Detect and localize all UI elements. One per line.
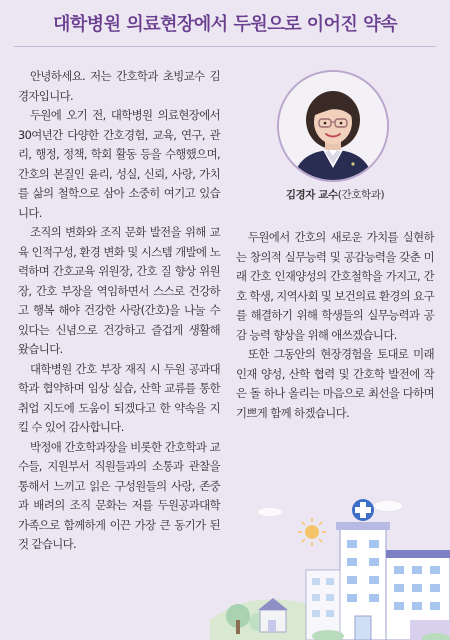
article-title: 대학병원 의료현장에서 두원으로 이어진 약속	[53, 14, 397, 35]
professor-department: (간호학과)	[337, 189, 385, 201]
right-column	[236, 228, 434, 423]
title-divider	[14, 46, 436, 47]
professor-name: 김경자 교수	[285, 189, 338, 201]
paragraph: 대학병원 간호 부장 재직 시 두원 공과대학과 협약하며 임상 실습, 산학 교류를 통한 취업 지도에 도움이 되겠다고 한 약속을 지킬 수 있어 감사합니다.	[18, 361, 220, 434]
paragraph: 또한 그동안의 현장경험을 토대로 미래인재 양성, 산학 협력 및 간호학 발전에 작은 돌 하나 올리는 마음으로 최선을 다하며 기쁘게 함께 하겠습니다.	[236, 347, 434, 420]
professor-portrait-icon	[279, 72, 387, 180]
paragraph: 안녕하세요. 저는 간호학과 초빙교수 김경자입니다.	[18, 69, 220, 103]
paragraph: 박정애 간호학과장을 비롯한 간호학과 교수들, 지원부서 직원들과의 소통과 관찰을 통해서 느끼고 읽은 구성원들의 사랑, 존중과 배려의 조직 문화는 저를 두원공과대학 가족으로 함께하게 이끈 가장 큰 동기가 된 것 같습니다.	[18, 439, 220, 551]
paragraph: 두원에 오기 전, 대학병원 의료현장에서 30여년간 다양한 간호경험, 교육, 연구, 관리, 행정, 정책, 학회 활동 등을 수행했으며, 간호의 본질인 윤리, 성실, 신뢰, 사랑, 가치를 삶의 철학으로 삼아 소중히 여기고 있습니다.	[18, 108, 220, 220]
paragraph: 두원에서 간호의 새로운 가치를 실현하는 창의적 실무능력 및 공감능력을 갖춘 미래 간호 인재양성의 간호철학을 가지고, 간호 학생, 지역사회 및 보건의료 환경의 요구를 해결하기 위해 학생들의 실무능력과 공감 능력 향상을 위해 애쓰겠습니다.	[236, 230, 435, 342]
hospital-building-illustration-icon	[210, 470, 450, 640]
left-column	[18, 67, 220, 555]
portrait-frame	[277, 70, 389, 182]
portrait-caption	[236, 187, 434, 202]
paragraph: 조직의 변화와 조직 문화 발전을 위해 교육 인적구성, 환경 변화 및 시스템 개발에 노력하며 간호교육 위원장, 간호 질 향상 위원장, 간호 부장을 역임하면서 스스로 건강하고 행복 해야 건강한 사랑(간호)을 나눌 수 있다는 신념으로 건강하고 즐겁게 생활해 왔습니다.	[18, 225, 220, 356]
